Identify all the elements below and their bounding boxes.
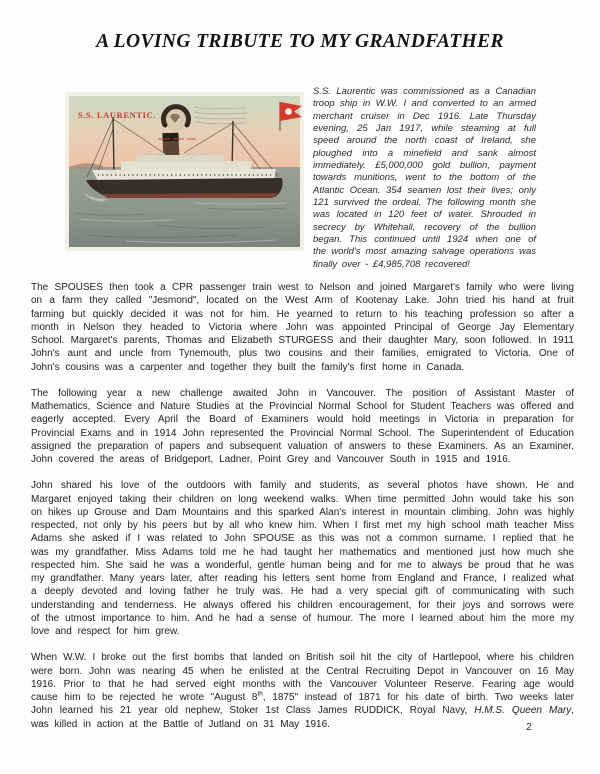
paragraph-1: The SPOUSES then took a CPR passenger train west to Nelson and joined Margaret's family who were living on a farm they called "Jesmond", located on the West Arm of Kootenay Lake. John tried his hand at fruit farming but quickly decided it was not for him. He yearned to return to his teaching profession so after a month in Nelson they headed to Victoria where John was appointed Principal of George Jay Elementary School. Margaret's parents, Thomas and Elizabeth STURGESS and their daughter Mary, soon followed. In 1911 John's aunt and uncle from Tynemouth, plus two cousins and their families, emigrated to Victoria. One of John's cousins was a carpenter and together they built the family's first home in Canada.	[31, 282, 574, 373]
paragraph-3: John shared his love of the outdoors with family and students, as several photos have shown. He and Margaret enjoyed taking their children on long weekend walks. When time permitted John would take his son on hikes up Grouse and Dam Mountains and this sparked Alan's interest in mountain climbing. John was highly respected, not only by his peers but by all who knew him. When I first met my high school math teacher Miss Adams she asked if I was related to John SPOUSE as this was not a common surname. I replied that he was my grandfather. Miss Adams told me he had taught her mathematics and mentioned just how much she respected him. She said he was a wonderful, gentle human being and for me to always be proud that he was my grandfather. Many years later, after reading his letters sent home from England and France, I realized what a deeply devoted and loving father he truly was. He had a very special gift of communicating with such understanding and tenderness. He always offered his children encouragement, for their joys and sorrows were of the utmost importance to him. And he had a sense of humour. The more I learned about him the more my love and respect for him grew.	[31, 480, 574, 637]
superscript-th: th	[257, 690, 263, 698]
ship-name-italic: H.M.S. Queen Mary	[474, 705, 572, 717]
fore-mast	[113, 117, 114, 173]
upper-deck	[121, 161, 251, 170]
ship-postcard-image	[66, 93, 303, 250]
paragraph-4-text-c: , was killed in action at the Battle of Jutland on 31 May 1916.	[31, 705, 575, 730]
postcard-illustration	[66, 93, 303, 250]
boat-deck	[136, 155, 224, 162]
photo-caption: S.S. Laurentic was commissioned as a Canadian troop ship in W.W. I and converted to an armed merchant cruiser in Dec 1916. Late Thursday evening, 25 Jan 1917, while steaming at full speed around the north coast of Ireland, she ploughed into a minefield and sank almost immediately. £5,000,000 gold bullion, payment towards munitions, went to the bottom of the Atlantic Ocean. 354 seamen lost their lives; only 121 survived the ordeal. The following month she was located in 120 feet of water. Shrouded in secrecy by Whitehall, recovery of the bullion began. This continued until 1924 when one of the world's most amazing salvage operations was finally over - £4,985,708 recovered!	[313, 86, 536, 270]
body-text	[31, 281, 574, 744]
paragraph-4-text-b: , 1875" instead of 1871 for his date of birth. Two weeks later John learned his 21 year old nephew, Stoker 1st Class James RUDDICK, Royal Navy,	[31, 692, 574, 717]
page-number: 2	[526, 721, 532, 733]
page-title: A LOVING TRIBUTE TO MY GRANDFATHER	[96, 31, 504, 52]
ship-name-label: S.S. LAURENTIC.	[78, 110, 156, 120]
paragraph-2: The following year a new challenge awaited John in Vancouver. The position of Assistant Master of Mathematics, Science and Nature Studies at the Provincial Normal School for Student Teachers was offered and eagerly accepted. Every April the Board of Examiners would hold meetings in Victoria in preparation for Provincial Exams and in 1914 John represented the Provincial Normal School. The Superintendent of Education assigned the preparation of papers and subsequent valuation of answers to these Examiners. As an Examiner, John covered the areas of Bridgeport, Ladner, Point Grey and Vancouver South in 1915 and 1916.	[31, 387, 574, 465]
paragraph-4	[31, 651, 574, 731]
paragraph-4-text-a: When W.W. I broke out the first bombs that landed on British soil hit the city of Hartlepool, where his children were born. John was nearing 45 when he enlisted at the Central Recruiting Depot in Vancouver on 16 May 1916. Prior to that he had served eight months with the Vancouver Volunteer Reserve. Fearing age would cause him to be rejected he wrote "August 8	[31, 652, 574, 703]
